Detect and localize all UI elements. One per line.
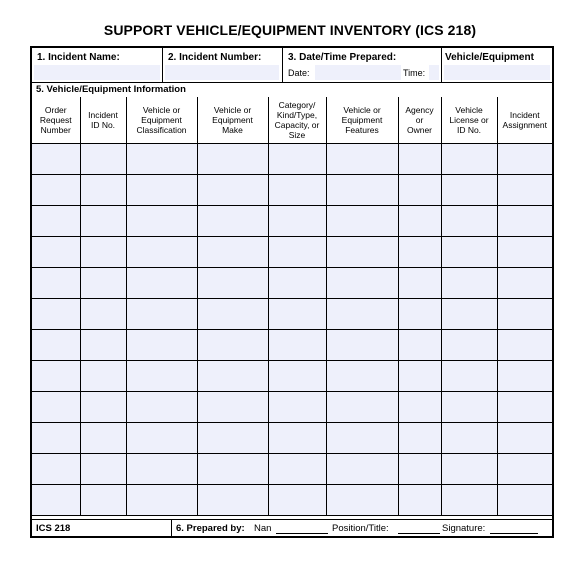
table-cell-input[interactable] — [268, 454, 326, 485]
table-cell-input[interactable] — [80, 392, 126, 423]
column-header — [398, 97, 441, 144]
column-header-line: Make — [222, 125, 243, 135]
table-cell-input[interactable] — [326, 299, 398, 330]
table-cell-input[interactable] — [497, 423, 552, 454]
table-cell-input[interactable] — [326, 206, 398, 237]
table-cell-input[interactable] — [197, 268, 268, 299]
table-row — [32, 392, 552, 423]
table-cell-input[interactable] — [32, 268, 80, 299]
form-title: SUPPORT VEHICLE/EQUIPMENT INVENTORY (ICS 218) — [103, 22, 477, 38]
table-cell-input[interactable] — [268, 237, 326, 268]
column-header-line: Category/ — [278, 100, 316, 110]
table-cell-input[interactable] — [197, 454, 268, 485]
table-cell-input[interactable] — [126, 268, 197, 299]
incident-number-label: 2. Incident Number: — [168, 52, 262, 63]
date-time-cell — [283, 48, 441, 82]
table-cell-input[interactable] — [197, 330, 268, 361]
table-row — [32, 206, 552, 237]
form-header — [32, 48, 552, 83]
table-cell-input[interactable] — [497, 454, 552, 485]
table-cell-input[interactable] — [197, 423, 268, 454]
vehicle-table — [32, 97, 552, 516]
table-cell-input[interactable] — [398, 237, 441, 268]
table-cell-input[interactable] — [326, 361, 398, 392]
table-cell-input[interactable] — [126, 144, 197, 175]
table-cell-input[interactable] — [441, 144, 497, 175]
table-cell-input[interactable] — [441, 206, 497, 237]
table-cell-input[interactable] — [126, 361, 197, 392]
column-header-line: Features — [345, 125, 379, 135]
divider — [171, 520, 172, 537]
form-footer — [32, 519, 552, 537]
table-cell-input[interactable] — [80, 423, 126, 454]
table-cell-input[interactable] — [126, 206, 197, 237]
column-header-line: Owner — [406, 125, 433, 135]
column-header — [126, 97, 197, 144]
table-cell-input[interactable] — [80, 206, 126, 237]
column-header-line: Vehicle or — [213, 105, 252, 115]
table-cell-input[interactable] — [497, 237, 552, 268]
table-cell-input[interactable] — [441, 299, 497, 330]
incident-number-cell — [163, 48, 281, 82]
table-cell-input[interactable] — [398, 485, 441, 516]
time-field[interactable] — [429, 65, 439, 80]
column-header-line: ID No. — [456, 125, 482, 135]
table-cell-input[interactable] — [32, 423, 80, 454]
name-field[interactable] — [276, 533, 328, 534]
table-cell-input[interactable] — [398, 299, 441, 330]
table-cell-input[interactable] — [441, 485, 497, 516]
table-cell-input[interactable] — [32, 237, 80, 268]
table-cell-input[interactable] — [326, 175, 398, 206]
table-cell-input[interactable] — [398, 268, 441, 299]
table-cell-input[interactable] — [268, 485, 326, 516]
vehicle-equipment-field[interactable] — [444, 65, 550, 80]
table-cell-input[interactable] — [197, 175, 268, 206]
table-cell-input[interactable] — [441, 392, 497, 423]
column-header-line: Kind/Type, — [276, 110, 318, 120]
table-cell-input[interactable] — [441, 454, 497, 485]
table-cell-input[interactable] — [80, 454, 126, 485]
column-header-line: Order — [44, 105, 67, 115]
table-cell-input[interactable] — [32, 361, 80, 392]
table-cell-input[interactable] — [326, 268, 398, 299]
table-cell-input[interactable] — [197, 485, 268, 516]
inventory-form — [30, 46, 554, 538]
column-header-line: Incident — [88, 110, 118, 120]
table-cell-input[interactable] — [497, 268, 552, 299]
table-row — [32, 237, 552, 268]
vehicle-equipment-label: Vehicle/Equipment — [445, 52, 534, 63]
table-row — [32, 144, 552, 175]
table-cell-input[interactable] — [441, 268, 497, 299]
table-cell-input[interactable] — [398, 175, 441, 206]
form-id-label: ICS 218 — [36, 523, 71, 534]
table-cell-input[interactable] — [32, 144, 80, 175]
table-cell-input[interactable] — [441, 237, 497, 268]
table-cell-input[interactable] — [497, 299, 552, 330]
table-cell-input[interactable] — [197, 144, 268, 175]
table-cell-input[interactable] — [32, 454, 80, 485]
name-label: Nan — [254, 523, 272, 534]
column-header-line: Assignment — [502, 120, 547, 130]
vehicle-equipment-cell — [442, 48, 552, 82]
table-cell-input[interactable] — [497, 330, 552, 361]
column-header-line: Vehicle or — [343, 105, 381, 115]
table-cell-input[interactable] — [268, 206, 326, 237]
table-row — [32, 299, 552, 330]
table-cell-input[interactable] — [398, 423, 441, 454]
table-cell-input[interactable] — [326, 330, 398, 361]
prepared-by-label: 6. Prepared by: — [176, 523, 245, 534]
table-cell-input[interactable] — [268, 268, 326, 299]
column-header — [80, 97, 126, 144]
table-cell-input[interactable] — [441, 175, 497, 206]
table-cell-input[interactable] — [126, 299, 197, 330]
table-cell-input[interactable] — [32, 175, 80, 206]
date-time-label: 3. Date/Time Prepared: — [288, 52, 397, 63]
column-header — [32, 97, 80, 144]
position-title-label: Position/Title: — [332, 523, 389, 534]
table-cell-input[interactable] — [497, 175, 552, 206]
table-row — [32, 330, 552, 361]
table-cell-input[interactable] — [197, 237, 268, 268]
table-cell-input[interactable] — [197, 392, 268, 423]
table-row — [32, 175, 552, 206]
table-cell-input[interactable] — [126, 392, 197, 423]
table-row — [32, 361, 552, 392]
table-cell-input[interactable] — [80, 268, 126, 299]
column-header — [441, 97, 497, 144]
table-row — [32, 423, 552, 454]
table-cell-input[interactable] — [398, 330, 441, 361]
table-cell-input[interactable] — [497, 485, 552, 516]
incident-name-field[interactable] — [34, 65, 160, 80]
column-header-line: ID No. — [90, 120, 116, 130]
column-header — [497, 97, 552, 144]
table-cell-input[interactable] — [197, 299, 268, 330]
table-cell-input[interactable] — [398, 361, 441, 392]
column-header-line: Request — [39, 115, 72, 125]
table-cell-input[interactable] — [268, 299, 326, 330]
table-cell-input[interactable] — [126, 237, 197, 268]
table-cell-input[interactable] — [268, 330, 326, 361]
table-cell-input[interactable] — [497, 144, 552, 175]
table-cell-input[interactable] — [268, 361, 326, 392]
column-header-line: Incident — [509, 110, 540, 120]
table-cell-input[interactable] — [126, 423, 197, 454]
column-header-line: Classification — [136, 125, 187, 135]
table-cell-input[interactable] — [32, 299, 80, 330]
table-cell-input[interactable] — [126, 454, 197, 485]
position-title-field[interactable] — [398, 533, 440, 534]
table-cell-input[interactable] — [398, 206, 441, 237]
table-cell-input[interactable] — [326, 423, 398, 454]
table-cell-input[interactable] — [398, 454, 441, 485]
table-cell-input[interactable] — [80, 330, 126, 361]
table-row — [32, 268, 552, 299]
incident-number-field[interactable] — [165, 65, 279, 80]
section-5-header — [32, 82, 552, 98]
table-cell-input[interactable] — [398, 392, 441, 423]
table-cell-input[interactable] — [32, 206, 80, 237]
column-header-line: Vehicle — [455, 105, 483, 115]
table-cell-input[interactable] — [197, 361, 268, 392]
column-header-line: Agency — [405, 105, 434, 115]
table-cell-input[interactable] — [441, 423, 497, 454]
table-cell-input[interactable] — [126, 485, 197, 516]
incident-name-cell — [32, 48, 162, 82]
column-header-line: Equipment — [341, 115, 383, 125]
table-cell-input[interactable] — [126, 175, 197, 206]
table-cell-input[interactable] — [80, 299, 126, 330]
column-header-line: Vehicle or — [142, 105, 181, 115]
column-header-line: License or — [449, 115, 489, 125]
table-cell-input[interactable] — [126, 330, 197, 361]
table-cell-input[interactable] — [497, 206, 552, 237]
incident-name-label: 1. Incident Name: — [37, 52, 120, 63]
column-header-line: Capacity, or — [274, 120, 320, 130]
signature-label: Signature: — [442, 523, 486, 534]
table-cell-input[interactable] — [32, 392, 80, 423]
column-header — [268, 97, 326, 144]
table-cell-input[interactable] — [326, 144, 398, 175]
table-cell-input[interactable] — [268, 144, 326, 175]
column-header-line: or — [415, 115, 424, 125]
table-header-row — [32, 97, 552, 144]
table-cell-input[interactable] — [32, 330, 80, 361]
table-cell-input[interactable] — [80, 175, 126, 206]
signature-field[interactable] — [490, 533, 538, 534]
table-cell-input[interactable] — [80, 237, 126, 268]
table-cell-input[interactable] — [80, 485, 126, 516]
table-cell-input[interactable] — [326, 237, 398, 268]
time-label: Time: — [403, 68, 426, 78]
table-row — [32, 485, 552, 516]
table-cell-input[interactable] — [497, 361, 552, 392]
table-cell-input[interactable] — [268, 423, 326, 454]
date-label: Date: — [288, 68, 310, 78]
table-row — [32, 454, 552, 485]
date-field[interactable] — [315, 65, 401, 80]
table-cell-input[interactable] — [80, 144, 126, 175]
table-cell-input[interactable] — [441, 330, 497, 361]
column-header-line: Size — [288, 130, 306, 140]
table-cell-input[interactable] — [326, 485, 398, 516]
table-cell-input[interactable] — [80, 361, 126, 392]
column-header-line: Number — [40, 125, 71, 135]
column-header — [197, 97, 268, 144]
section-5-label: 5. Vehicle/Equipment Information — [36, 84, 186, 95]
column-header — [326, 97, 398, 144]
column-header-line: Equipment — [212, 115, 253, 125]
table-cell-input[interactable] — [268, 175, 326, 206]
table-cell-input[interactable] — [32, 485, 80, 516]
table-cell-input[interactable] — [326, 454, 398, 485]
table-cell-input[interactable] — [197, 206, 268, 237]
table-cell-input[interactable] — [441, 361, 497, 392]
table-cell-input[interactable] — [268, 392, 326, 423]
table-cell-input[interactable] — [398, 144, 441, 175]
column-header-line: Equipment — [141, 115, 182, 125]
table-cell-input[interactable] — [326, 392, 398, 423]
table-cell-input[interactable] — [497, 392, 552, 423]
